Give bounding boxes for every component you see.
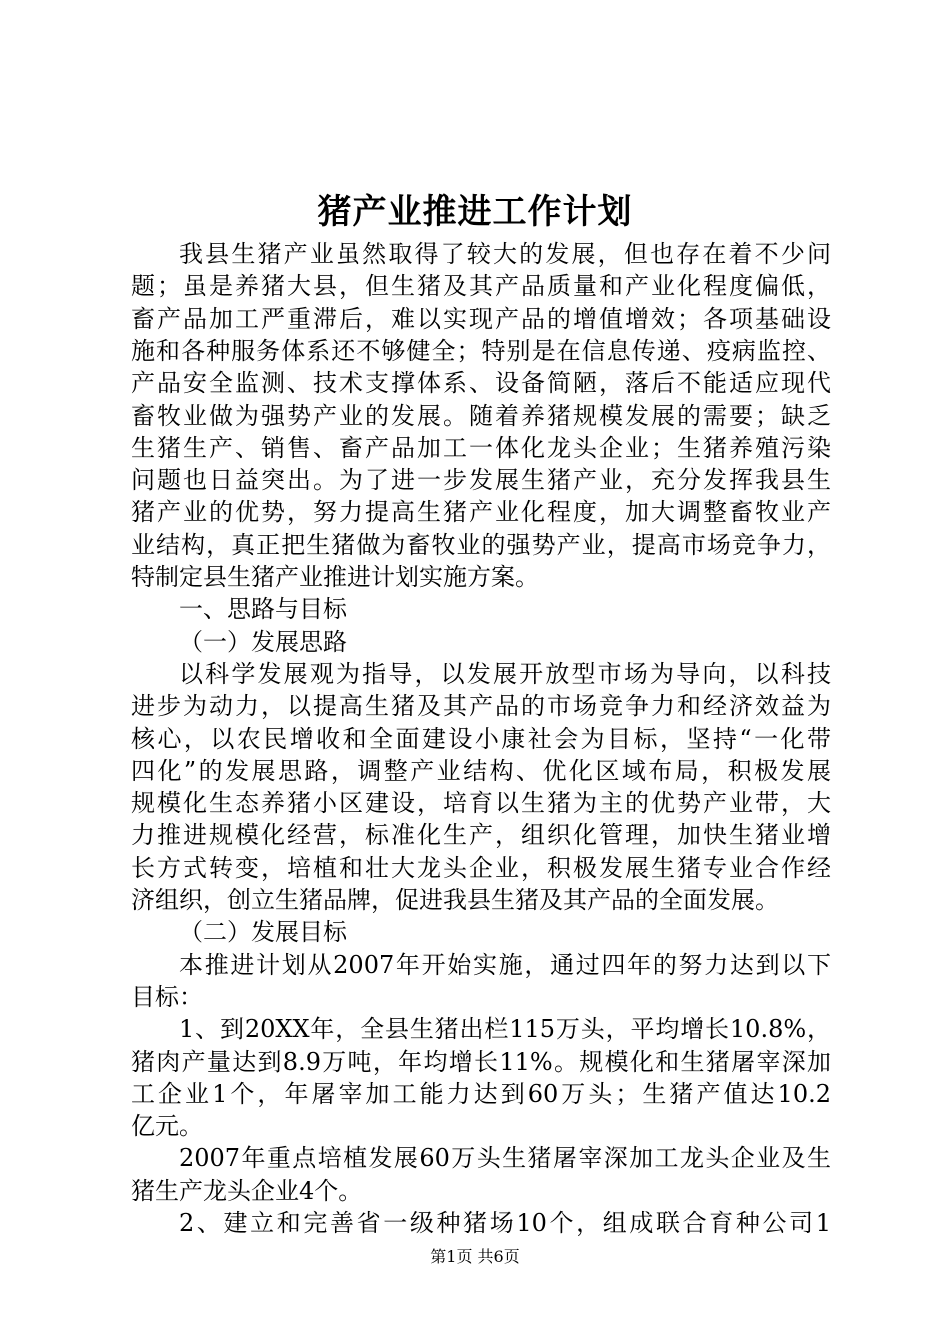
text-line: 亿元。 — [131, 1112, 203, 1141]
text-line: 目标： — [131, 982, 203, 1011]
text-line: 2、建立和完善省一级种猪场10个，组成联合育种公司1 — [179, 1209, 831, 1237]
text-line: 1、到20XX年，全县生猪出栏115万头，平均增长10.8%， — [179, 1015, 831, 1044]
text-line: 猪生产龙头企业4个。 — [131, 1176, 363, 1205]
text-line: （二）发展目标 — [179, 918, 347, 947]
text-line: 2007年重点培植发展60万头生猪屠宰深加工龙头企业及生 — [179, 1144, 831, 1173]
text-line: 进步为动力，以提高生猪及其产品的市场竞争力和经济效益为 — [131, 692, 831, 721]
text-line: 一、思路与目标 — [179, 595, 347, 624]
text-line: （一）发展思路 — [179, 627, 347, 656]
text-line: 畜牧业做为强势产业的发展。随着养猪规模发展的需要；缺乏 — [131, 401, 831, 430]
text-line: 核心，以农民增收和全面建设小康社会为目标，坚持“一化带 — [131, 724, 831, 753]
text-line: 问题也日益突出。为了进一步发展生猪产业，充分发挥我县生 — [131, 466, 831, 495]
document-title: 猪产业推进工作计划 — [317, 192, 633, 232]
text-line: 题；虽是养猪大县，但生猪及其产品质量和产业化程度偏低， — [131, 272, 831, 301]
text-line: 特制定县生猪产业推进计划实施方案。 — [131, 563, 539, 591]
text-line: 猪肉产量达到8.9万吨，年均增长11%。规模化和生猪屠宰深加 — [131, 1047, 831, 1076]
text-line: 畜产品加工严重滞后，难以实现产品的增值增效；各项基础设 — [131, 304, 831, 333]
text-line: 本推进计划从2007年开始实施，通过四年的努力达到以下 — [179, 950, 831, 979]
text-line: 以科学发展观为指导，以发展开放型市场为导向，以科技 — [179, 659, 831, 688]
text-line: 力推进规模化经营，标准化生产，组织化管理，加快生猪业增 — [131, 821, 831, 850]
text-line: 规模化生态养猪小区建设，培育以生猪为主的优势产业带，大 — [131, 789, 831, 818]
text-line: 业结构，真正把生猪做为畜牧业的强势产业，提高市场竞争力， — [131, 530, 831, 559]
text-line: 生猪生产、销售、畜产品加工一体化龙头企业；生猪养殖污染 — [131, 433, 831, 462]
text-line: 我县生猪产业虽然取得了较大的发展，但也存在着不少问 — [179, 240, 831, 268]
text-line: 济组织，创立生猪品牌，促进我县生猪及其产品的全面发展。 — [131, 886, 779, 914]
text-line: 施和各种服务体系还不够健全；特别是在信息传递、疫病监控、 — [131, 336, 831, 365]
page-footer: 第1页 共6页 — [430, 1247, 520, 1266]
text-line: 四化”的发展思路，调整产业结构、优化区域布局，积极发展 — [131, 756, 831, 785]
text-line: 工企业1个，年屠宰加工能力达到60万头；生猪产值达10.2 — [131, 1079, 831, 1108]
text-line: 长方式转变，培植和壮大龙头企业，积极发展生猪专业合作经 — [131, 853, 831, 882]
text-line: 产品安全监测、技术支撑体系、设备简陋，落后不能适应现代 — [131, 369, 831, 398]
text-line: 猪产业的优势，努力提高生猪产业化程度，加大调整畜牧业产 — [131, 498, 831, 527]
